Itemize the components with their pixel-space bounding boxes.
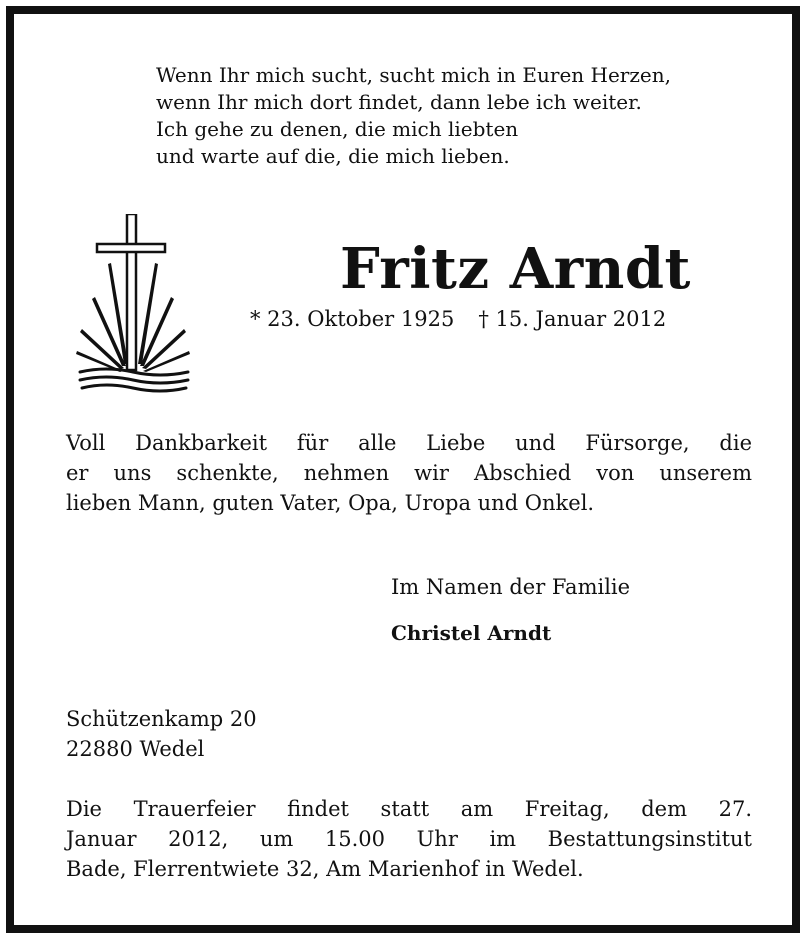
message-line: Voll Dankbarkeit für alle Liebe und Fürsorge, die [66, 431, 752, 455]
signature-line: Im Namen der Familie [391, 575, 631, 599]
address-street: Schützenkamp 20 [66, 707, 257, 731]
birth-date: * 23. Oktober 1925 [250, 307, 455, 331]
message-line: er uns schenkte, nehmen wir Abschied von unserem [66, 461, 752, 485]
poem-line: und warte auf die, die mich lieben. [156, 144, 510, 168]
deceased-name: Fritz Arndt [340, 236, 691, 302]
service-line: Januar 2012, um 15.00 Uhr im Bestattungsinstitut [66, 827, 752, 851]
memorial-poem [156, 62, 671, 170]
poem-line: wenn Ihr mich dort findet, dann lebe ich weiter. [156, 90, 642, 114]
death-date: † 15. Januar 2012 [478, 307, 667, 331]
farewell-message [66, 428, 752, 518]
signatory-name: Christel Arndt [391, 621, 552, 645]
message-line: lieben Mann, guten Vater, Opa, Uropa und Onkel. [66, 491, 595, 515]
service-line: Bade, Flerrentwiete 32, Am Marienhof in Wedel. [66, 857, 584, 881]
funeral-service-info [66, 794, 752, 884]
cross-with-rising-sun-icon [70, 214, 200, 396]
poem-line: Ich gehe zu denen, die mich liebten [156, 117, 519, 141]
poem-line: Wenn Ihr mich sucht, sucht mich in Euren Herzen, [156, 63, 671, 87]
address-city: 22880 Wedel [66, 737, 205, 761]
family-address [66, 704, 257, 764]
life-dates [250, 307, 666, 331]
service-line: Die Trauerfeier findet statt am Freitag, dem 27. [66, 797, 752, 821]
obituary-notice [6, 6, 800, 933]
